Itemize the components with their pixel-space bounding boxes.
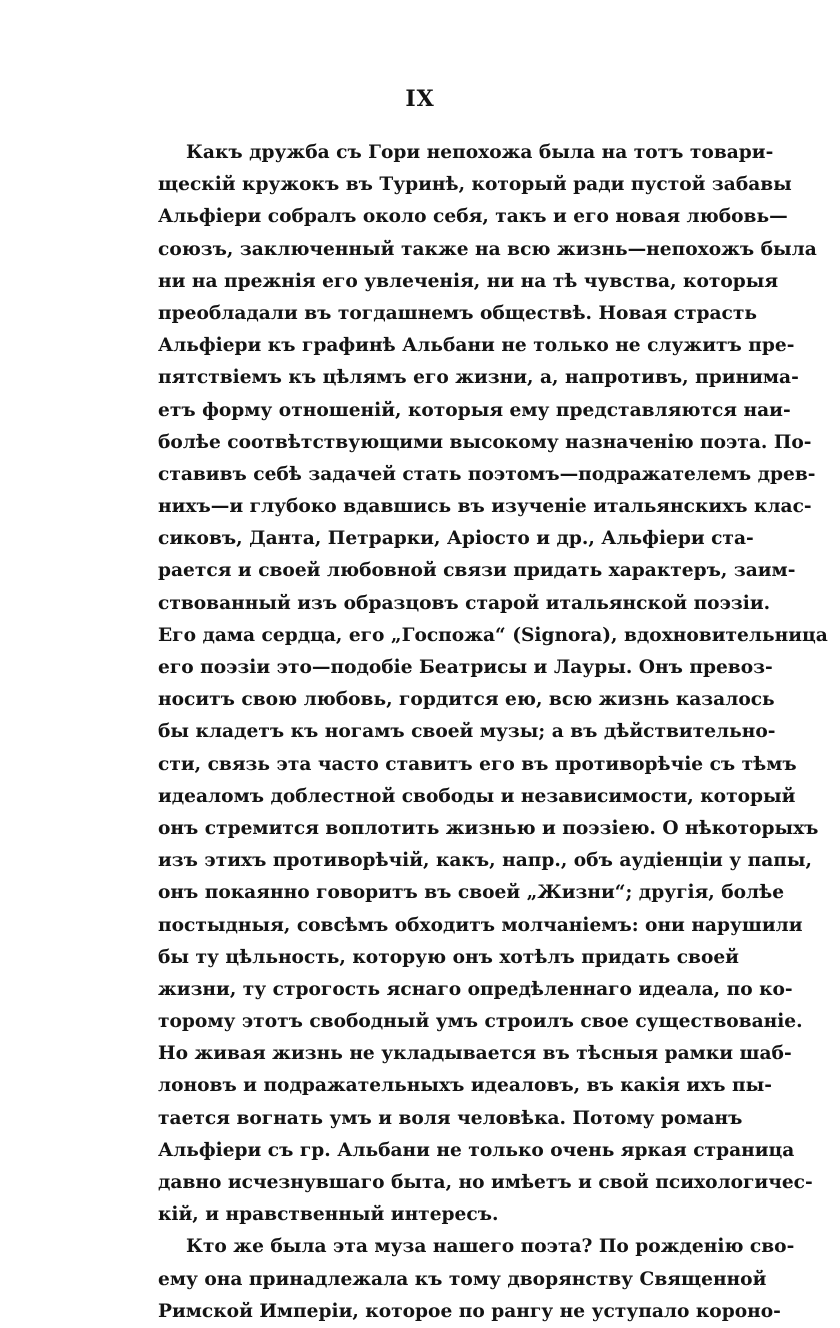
text-line: Альфіери съ гр. Альбани не только очень яркая страница (158, 1139, 795, 1161)
text-line: сиковъ, Данта, Петрарки, Аріосто и др., Альфіери ста- (158, 528, 754, 550)
text-line: етъ форму отношеній, которыя ему представляются наи- (158, 399, 791, 421)
text-line: изъ этихъ противорѣчій, какъ, напр., объ аудіенціи у папы, (158, 850, 812, 872)
body-text (158, 137, 828, 1328)
text-line: тается вогнать умъ и воля человѣка. Потому романъ (158, 1107, 743, 1129)
page-number: IX (405, 86, 435, 112)
text-line: сти, связь эта часто ставитъ его въ противорѣчіе съ тѣмъ (158, 753, 797, 775)
text-line: идеаломъ доблестной свободы и независимости, который (158, 785, 796, 807)
text-line: давно исчезнувшаго быта, но имѣетъ и свой психологичес- (158, 1172, 813, 1193)
text-line: кій, и нравственный интересъ. (158, 1204, 499, 1226)
text-line: Римской Имперіи, которое по рангу не уступало короно- (158, 1300, 781, 1322)
text-line: торому этотъ свободный умъ строилъ свое существованіе. (158, 1011, 803, 1033)
text-line: постыдныя, совсѣмъ обходитъ молчаніемъ: они нарушили (158, 914, 803, 936)
text-line: онъ покаянно говоритъ въ своей „Жизни“; другія, болѣе (158, 882, 785, 904)
text-line: союзъ, заключенный также на всю жизнь—непохожъ была (158, 238, 817, 260)
paragraph (158, 1231, 795, 1328)
text-line: Альфіери собралъ около себя, такъ и его новая любовь— (158, 206, 788, 228)
text-line: Какъ дружба съ Гори непохожа была на тотъ товари- (186, 142, 774, 163)
text-line: носитъ свою любовь, гордится ею, всю жизнь казалось (158, 689, 775, 711)
text-line: бы кладетъ къ ногамъ своей музы; а въ дѣйствительно- (158, 721, 776, 743)
text-line: бы ту цѣльность, которую онъ хотѣлъ придать своей (158, 946, 739, 968)
paragraph (158, 137, 828, 1231)
text-line: щескій кружокъ въ Туринѣ, который ради пустой забавы (158, 174, 792, 196)
text-line: жизни, ту строгость яснаго опредѣленнаго идеала, по ко- (158, 978, 793, 1000)
text-line: ставивъ себѣ задачей стать поэтомъ—подражателемъ древ- (158, 463, 816, 485)
text-line: болѣе соотвѣтствующими высокому назначенію поэта. По- (158, 431, 812, 453)
text-line: преобладали въ тогдашнемъ обществѣ. Новая страсть (158, 302, 757, 324)
text-line: нихъ—и глубоко вдавшись въ изученіе итальянскихъ клас- (158, 496, 812, 518)
text-line: Альфіери къ графинѣ Альбани не только не служитъ пре- (158, 335, 795, 357)
text-line: Но живая жизнь не укладывается въ тѣсныя рамки шаб- (158, 1043, 792, 1065)
text-line: ствованный изъ образцовъ старой итальянской поэзіи. (158, 592, 771, 614)
text-line: пятствіемъ къ цѣлямъ его жизни, а, напротивъ, принима- (158, 367, 799, 389)
text-line: ни на прежнія его увлеченія, ни на тѣ чувства, которыя (158, 270, 779, 292)
text-line: Кто же была эта муза нашего поэта? По рожденію сво- (186, 1236, 795, 1258)
text-line: онъ стремится воплотить жизнью и поэзіею. О нѣкоторыхъ (158, 817, 819, 839)
text-line: лоновъ и подражательныхъ идеаловъ, въ какія ихъ пы- (158, 1075, 772, 1097)
text-line: Его дама сердца, его „Госпожа“ (Signora), вдохновительница (158, 624, 828, 646)
text-line: ему она принадлежала къ тому дворянству Священной (158, 1268, 767, 1290)
text-line: его поэзіи это—подобіе Беатрисы и Лауры. Онъ превоз- (158, 657, 773, 678)
text-line: рается и своей любовной связи придать характеръ, заим- (158, 560, 796, 582)
